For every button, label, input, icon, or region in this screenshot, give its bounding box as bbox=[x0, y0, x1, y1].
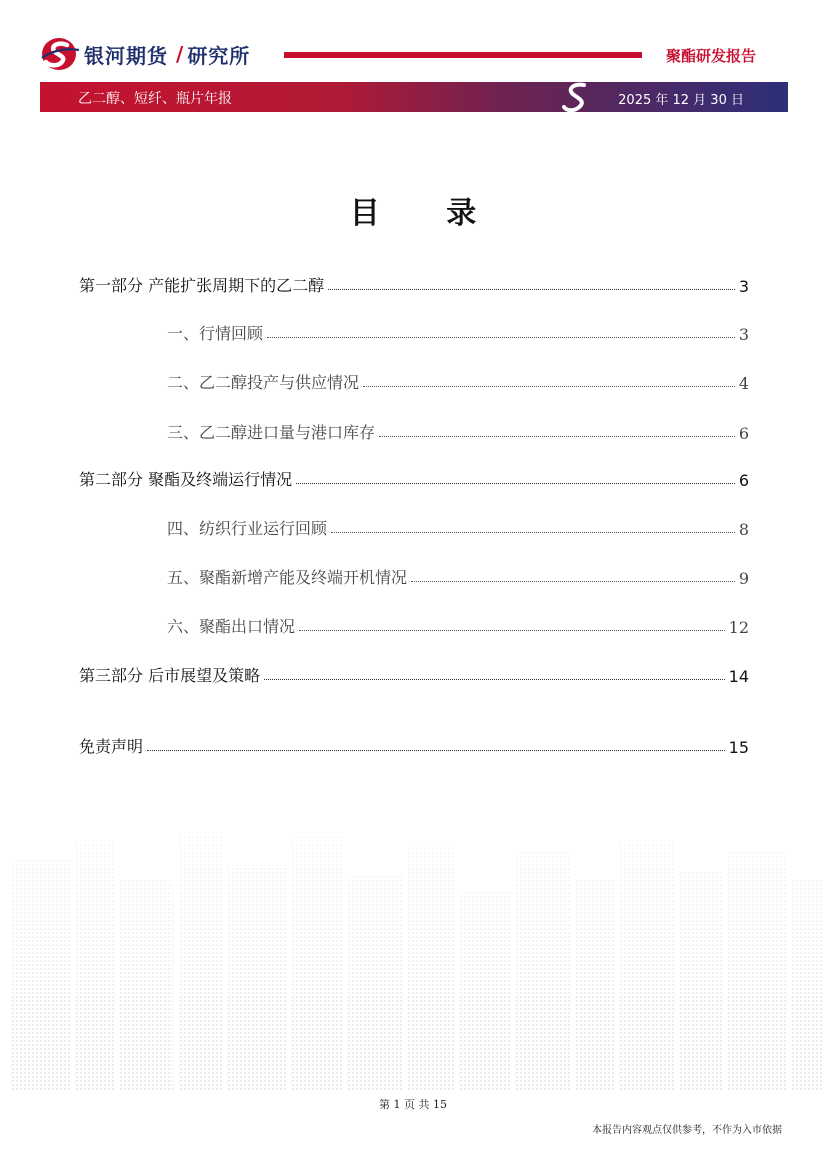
toc-entry-part-3[interactable] bbox=[79, 660, 749, 686]
report-title: 乙二醇、短纤、瓶片年报 bbox=[78, 91, 232, 107]
galaxy-s-logo-icon bbox=[40, 36, 80, 72]
toc-entry-label: 免责声明 bbox=[79, 737, 144, 756]
toc-entry-page: 15 bbox=[728, 738, 749, 757]
toc-entry-disclaimer[interactable] bbox=[79, 731, 749, 757]
toc-leader bbox=[147, 750, 725, 751]
toc-entry-label: 第二部分 聚酯及终端运行情况 bbox=[79, 470, 293, 489]
toc-entry-6[interactable] bbox=[167, 611, 749, 637]
toc-leader bbox=[264, 679, 725, 680]
report-type: 聚酯研发报告 bbox=[665, 47, 756, 65]
toc-leader bbox=[379, 436, 735, 437]
toc-leader bbox=[296, 483, 735, 484]
brand-department: 研究所 bbox=[187, 43, 251, 68]
toc-leader bbox=[328, 289, 735, 290]
header-banner bbox=[40, 82, 788, 112]
toc-leader bbox=[411, 581, 735, 582]
header-rule bbox=[284, 52, 642, 58]
toc-leader bbox=[267, 337, 735, 338]
brand-header bbox=[40, 36, 250, 72]
toc-leader bbox=[299, 630, 725, 631]
toc-leader bbox=[331, 532, 735, 533]
page-indicator: 第 1 页 共 15 bbox=[379, 1098, 447, 1111]
toc-entry-page: 6 bbox=[738, 424, 749, 443]
toc-entry-part-2[interactable] bbox=[79, 464, 749, 490]
toc-entry-page: 4 bbox=[738, 374, 749, 393]
toc-entry-label: 四、纺织行业运行回顾 bbox=[167, 519, 328, 538]
toc-entry-label: 二、乙二醇投产与供应情况 bbox=[167, 373, 360, 392]
toc-entry-page: 9 bbox=[738, 569, 749, 588]
toc-leader bbox=[363, 386, 735, 387]
toc-entry-label: 第一部分 产能扩张周期下的乙二醇 bbox=[79, 276, 325, 295]
toc-entry-1[interactable] bbox=[167, 318, 749, 344]
toc-entry-label: 第三部分 后市展望及策略 bbox=[79, 666, 261, 685]
toc-entry-page: 14 bbox=[728, 667, 749, 686]
toc-entry-label: 六、聚酯出口情况 bbox=[167, 617, 296, 636]
toc-title: 目 录 bbox=[349, 196, 505, 231]
toc-entry-page: 3 bbox=[738, 277, 749, 296]
s-swoosh-icon bbox=[560, 80, 594, 114]
toc-entry-2[interactable] bbox=[167, 367, 749, 393]
toc-entry-5[interactable] bbox=[167, 562, 749, 588]
toc-entry-3[interactable] bbox=[167, 417, 749, 443]
brand-slash: / bbox=[176, 42, 184, 66]
toc-entry-page: 12 bbox=[728, 618, 749, 637]
footer-disclaimer: 本报告内容观点仅供参考，不作为入市依据 bbox=[592, 1125, 782, 1136]
toc-entry-label: 一、行情回顾 bbox=[167, 324, 264, 343]
toc-entry-page: 3 bbox=[738, 325, 749, 344]
toc-entry-label: 三、乙二醇进口量与港口库存 bbox=[167, 423, 376, 442]
city-skyline-watermark bbox=[0, 820, 826, 1090]
toc-entry-page: 6 bbox=[738, 471, 749, 490]
toc-entry-label: 五、聚酯新增产能及终端开机情况 bbox=[167, 568, 408, 587]
brand-name: 银河期货 bbox=[84, 43, 168, 68]
report-date: 2025 年 12 月 30 日 bbox=[618, 93, 744, 108]
toc-entry-page: 8 bbox=[738, 520, 749, 539]
toc-entry-4[interactable] bbox=[167, 513, 749, 539]
toc-entry-part-1[interactable] bbox=[79, 270, 749, 296]
